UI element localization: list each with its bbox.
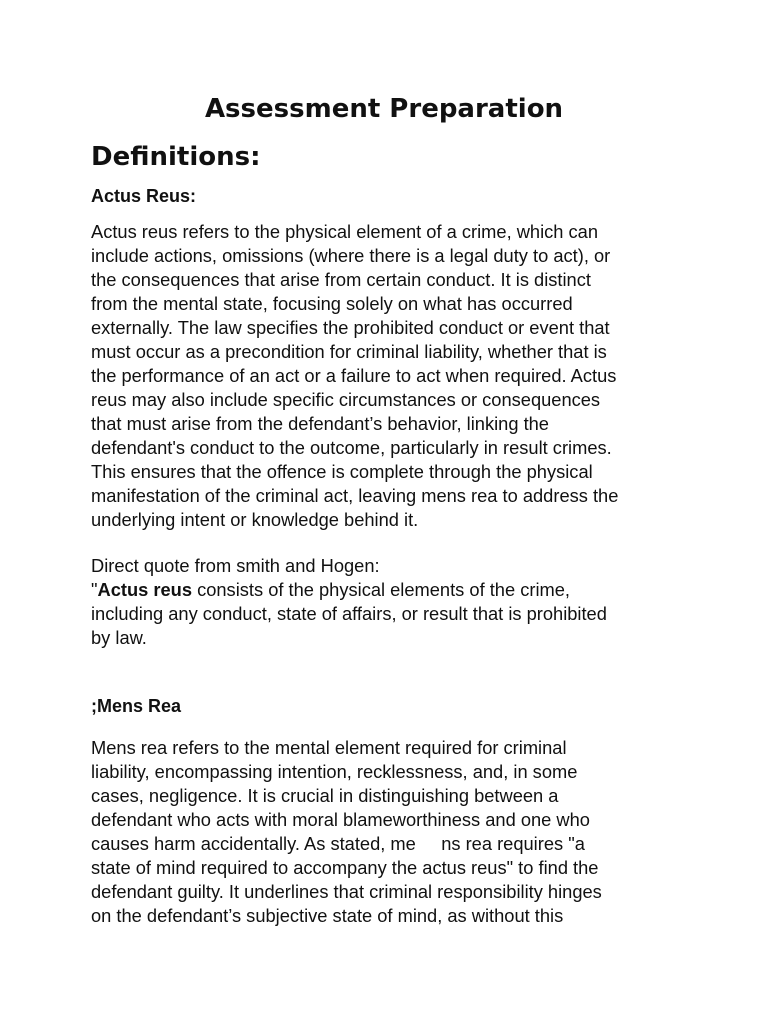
quote-open-mark: "	[91, 579, 98, 600]
paragraph-line: include actions, omissions (where there is a legal duty to act), or	[91, 245, 611, 266]
paragraph-line: Mens rea refers to the mental element required for criminal	[91, 737, 567, 758]
paragraph-line: liability, encompassing intention, recklessness, and, in some	[91, 761, 578, 782]
quote-intro-line: Direct quote from smith and Hogen:	[91, 555, 380, 576]
quote-line-rest: consists of the physical elements of the crime,	[192, 579, 570, 600]
paragraph-line: must occur as a precondition for criminal liability, whether that is	[91, 341, 607, 362]
quote-line: including any conduct, state of affairs, or result that is prohibited	[91, 603, 607, 624]
document-title: Assessment Preparation	[204, 94, 564, 124]
paragraph-line: from the mental state, focusing solely on what has occurred	[91, 293, 573, 314]
mens-rea-heading: ;Mens Rea	[91, 696, 182, 716]
paragraph-line: state of mind required to accompany the actus reus" to find the	[91, 857, 599, 878]
definitions-heading: Definitions:	[91, 142, 261, 172]
quote-line	[91, 578, 681, 602]
paragraph-line: Actus reus refers to the physical element of a crime, which can	[91, 221, 599, 242]
paragraph-line: that must arise from the defendant’s behavior, linking the	[91, 413, 549, 434]
paragraph-line: externally. The law specifies the prohibited conduct or event that	[91, 317, 610, 338]
paragraph-line: defendant's conduct to the outcome, particularly in result crimes.	[91, 437, 612, 458]
actus-reus-paragraph	[91, 220, 681, 532]
paragraph-line: on the defendant’s subjective state of mind, as without this	[91, 905, 564, 926]
quote-term: Actus reus	[97, 579, 192, 600]
paragraph-line: cases, negligence. It is crucial in distinguishing between a	[91, 785, 559, 806]
paragraph-line: This ensures that the offence is complete through the physical	[91, 461, 593, 482]
paragraph-line: defendant guilty. It underlines that criminal responsibility hinges	[91, 881, 602, 902]
paragraph-line: underlying intent or knowledge behind it.	[91, 509, 419, 530]
paragraph-line: manifestation of the criminal act, leaving mens rea to address the	[91, 485, 619, 506]
paragraph-line: defendant who acts with moral blameworthiness and one who	[91, 809, 590, 830]
actus-reus-heading: Actus Reus:	[91, 186, 197, 206]
paragraph-line: the consequences that arise from certain conduct. It is distinct	[91, 269, 591, 290]
paragraph-line: causes harm accidentally. As stated, me ns rea requires "a	[91, 833, 585, 854]
quote-line: by law.	[91, 627, 147, 648]
paragraph-line: the performance of an act or a failure to act when required. Actus	[91, 365, 617, 386]
mens-rea-paragraph	[91, 736, 681, 928]
paragraph-line: reus may also include specific circumstances or consequences	[91, 389, 601, 410]
quote-block	[91, 554, 681, 650]
